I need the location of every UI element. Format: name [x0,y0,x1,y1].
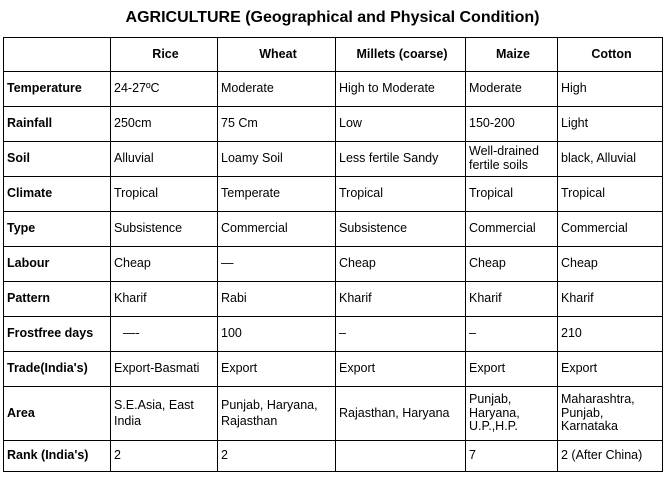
table-cell: Light [558,107,663,142]
table-cell: black, Alluvial [558,142,663,177]
page-title: AGRICULTURE (Geographical and Physical Condition) [125,9,540,26]
table-cell: Kharif [466,282,558,317]
table-cell: Well-drained fertile soils [466,142,558,177]
table-row [4,317,663,352]
table-cell: Less fertile Sandy [336,142,466,177]
table-cell: Moderate [218,72,336,107]
table-cell: Tropical [111,177,218,212]
table-cell: High [558,72,663,107]
table-cell: Punjab, Haryana, Rajasthan [218,387,336,441]
table-row [4,441,663,472]
row-label: Temperature [4,72,111,107]
table-cell: 250cm [111,107,218,142]
header-cell-rice: Rice [111,38,218,72]
table-row [4,177,663,212]
table-row [4,387,663,441]
table-cell: Export [336,352,466,387]
table-cell: Maharashtra, Punjab, Karnataka [558,387,663,441]
header-cell-wheat: Wheat [218,38,336,72]
table-cell: 75 Cm [218,107,336,142]
table-cell: Export-Basmati [111,352,218,387]
table-cell: 150-200 [466,107,558,142]
row-label: Type [4,212,111,247]
row-label: Area [4,387,111,441]
header-cell-maize: Maize [466,38,558,72]
table-row [4,107,663,142]
table-cell: S.E.Asia, East India [111,387,218,441]
table-cell: Moderate [466,72,558,107]
table-cell: Cheap [558,247,663,282]
table-cell: 24-27ºC [111,72,218,107]
table-cell: Tropical [466,177,558,212]
table-cell: Rajasthan, Haryana [336,387,466,441]
table-cell: Low [336,107,466,142]
table-cell: Export [218,352,336,387]
row-label: Labour [4,247,111,282]
table-cell: Loamy Soil [218,142,336,177]
table-cell: Subsistence [111,212,218,247]
table-cell: Export [466,352,558,387]
table-cell: Kharif [558,282,663,317]
table-cell: Subsistence [336,212,466,247]
row-label: Climate [4,177,111,212]
table-cell: —- [111,317,218,352]
table-cell: Punjab, Haryana, U.P.,H.P. [466,387,558,441]
row-label: Soil [4,142,111,177]
table-cell: 2 [111,441,218,472]
table-cell: Cheap [336,247,466,282]
table-row [4,212,663,247]
row-label: Rank (India's) [4,441,111,472]
header-cell-cotton: Cotton [558,38,663,72]
table-cell: — [218,247,336,282]
header-row [4,38,663,72]
table-row [4,282,663,317]
table-row [4,72,663,107]
table-cell: 2 [218,441,336,472]
table-cell [336,441,466,472]
table-cell: 100 [218,317,336,352]
table-cell: 2 (After China) [558,441,663,472]
table-cell: Kharif [336,282,466,317]
table-row [4,247,663,282]
table-cell: 210 [558,317,663,352]
table-cell: Tropical [336,177,466,212]
table-cell: High to Moderate [336,72,466,107]
header-cell [4,38,111,72]
table-cell: Export [558,352,663,387]
row-label: Rainfall [4,107,111,142]
table-cell: – [466,317,558,352]
table-cell: 7 [466,441,558,472]
table-cell: Commercial [558,212,663,247]
table-cell: Tropical [558,177,663,212]
row-label: Frostfree days [4,317,111,352]
table-row [4,352,663,387]
agriculture-table [3,37,663,472]
table-cell: Alluvial [111,142,218,177]
table-cell: Cheap [466,247,558,282]
table-cell: Temperate [218,177,336,212]
table-cell: – [336,317,466,352]
row-label: Pattern [4,282,111,317]
table-cell: Kharif [111,282,218,317]
table-cell: Commercial [218,212,336,247]
row-label: Trade(India's) [4,352,111,387]
table-row [4,142,663,177]
header-cell-millets: Millets (coarse) [336,38,466,72]
table-cell: Rabi [218,282,336,317]
table-cell: Cheap [111,247,218,282]
table-cell: Commercial [466,212,558,247]
